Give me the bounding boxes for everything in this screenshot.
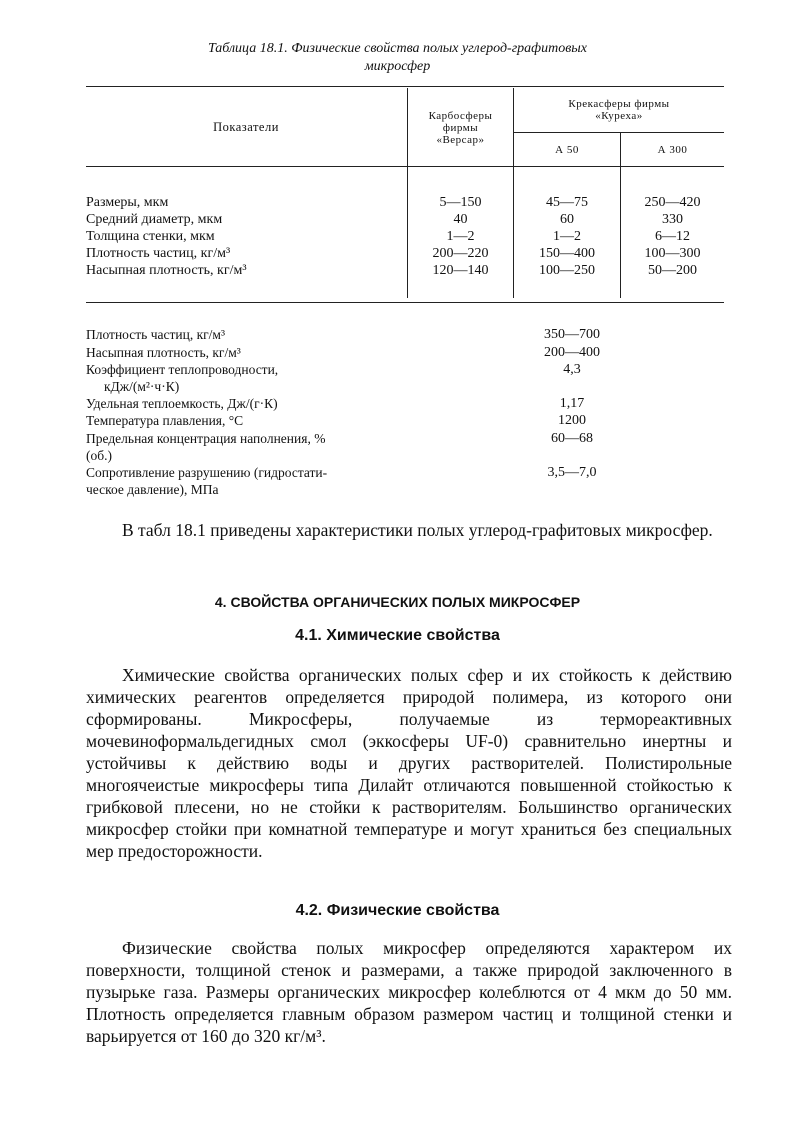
- item-label-cont: ческое давление), МПа: [86, 482, 219, 497]
- item-label-cont: (об.): [86, 448, 112, 463]
- item-value: 350—700: [544, 327, 600, 342]
- item-label: Насыпная плотность, кг/м³: [86, 345, 241, 360]
- subsection-heading-physical: 4.2. Физические свойства: [295, 902, 500, 919]
- cell-a300: 6—12: [655, 229, 690, 244]
- cell-carbo: 5—150: [439, 195, 482, 210]
- header-carbo-line2: фирмы: [442, 122, 479, 134]
- header-a50: А 50: [555, 144, 579, 156]
- item-value: 4,3: [563, 362, 581, 377]
- item-label: Коэффициент теплопроводности,: [86, 362, 279, 377]
- item-value: 60—68: [551, 431, 593, 446]
- intro-paragraph: [86, 519, 732, 541]
- cell-a300: 50—200: [648, 263, 697, 278]
- header-kreka-line1: Крекасферы фирмы: [568, 98, 670, 110]
- cell-a50: 100—250: [539, 263, 595, 278]
- row-label: Средний диаметр, мкм: [86, 212, 223, 227]
- table-caption-line1: Таблица 18.1. Физические свойства полых углерод-графитовых: [207, 41, 588, 56]
- item-label: Предельная концентрация наполнения, %: [86, 431, 326, 446]
- item-value: 1200: [558, 413, 586, 428]
- chemical-properties-text: Химические свойства органических полых сфер и их стойкость к действию химических реагентов определяется природой полимера, из которого они сформированы. Микросферы, получаемые из термореактивных мочевиноформальдегидных смол (эккосферы UF-0) сравнительно инертны и устойчивы к действию воды и других растворителей. Полистирольные многоячеистые микросферы типа Дилайт отличаются повышенной стойкостью к грибковой плесени, но не стойки к растворителям. Большинство органических микросфер стойки при комнатной температуре и могут храниться без специальных мер предосторожности.: [86, 665, 732, 861]
- item-label-cont: кДж/(м²·ч·К): [104, 379, 180, 394]
- header-krekaspheres: [514, 98, 724, 122]
- table-subheader-rule: [514, 132, 724, 133]
- cell-a300: 100—300: [644, 246, 701, 261]
- cell-carbo: 200—220: [432, 246, 489, 261]
- cell-a300: 330: [662, 212, 683, 227]
- row-label: Толщина стенки, мкм: [86, 229, 215, 244]
- header-parameters: Показатели: [213, 120, 279, 134]
- header-carbo-line1: Карбосферы: [428, 110, 493, 122]
- chemical-properties-paragraph: [86, 664, 732, 862]
- item-label: Температура плавления, °С: [86, 413, 244, 428]
- header-a300: А 300: [657, 144, 688, 156]
- table-header-rule: [86, 166, 724, 167]
- table-caption-line2: микросфер: [364, 59, 431, 74]
- cell-a50: 1—2: [553, 229, 581, 244]
- physical-properties-paragraph: [86, 937, 732, 1047]
- cell-a50: 150—400: [539, 246, 595, 261]
- header-carbospheres: [408, 110, 513, 146]
- cell-a300: 250—420: [644, 195, 701, 210]
- row-label: Размеры, мкм: [86, 195, 169, 210]
- cell-a50: 60: [560, 212, 574, 227]
- table-caption: [0, 40, 795, 76]
- item-label: Сопротивление разрушению (гидростати-: [86, 465, 328, 480]
- row-label: Плотность частиц, кг/м³: [86, 246, 231, 261]
- table-top-rule: [86, 86, 724, 87]
- cell-carbo: 120—140: [432, 263, 489, 278]
- item-label: Удельная теплоемкость, Дж/(г·К): [86, 396, 278, 411]
- item-value: 1,17: [559, 396, 585, 411]
- subsection-heading-chemical: 4.1. Химические свойства: [295, 627, 500, 644]
- item-label: Плотность частиц, кг/м³: [86, 327, 226, 342]
- section-heading: 4. СВОЙСТВА ОРГАНИЧЕСКИХ ПОЛЫХ МИКРОСФЕР: [214, 594, 581, 610]
- cell-a50: 45—75: [546, 195, 588, 210]
- cell-carbo: 40: [453, 212, 468, 227]
- item-value: 3,5—7,0: [547, 465, 597, 480]
- item-value: 200—400: [544, 345, 600, 360]
- cell-carbo: 1—2: [446, 229, 475, 244]
- table-bottom-rule: [86, 302, 724, 303]
- header-kreka-line2: «Куреха»: [595, 110, 643, 122]
- intro-paragraph-text: В табл 18.1 приведены характеристики полых углерод-графитовых микросфер.: [122, 520, 713, 540]
- header-carbo-line3: «Версар»: [436, 134, 485, 146]
- physical-properties-text: Физические свойства полых микросфер определяются характером их поверхности, толщиной стенок и размерами, а также природой заключенного в пузырьке газа. Размеры органических микросфер колеблются от 4 мкм до 50 мм. Плотность определяется главным образом размером частиц и толщиной стенки и варьируется от 160 до 320 кг/м³.: [86, 938, 732, 1046]
- row-label: Насыпная плотность, кг/м³: [86, 263, 247, 278]
